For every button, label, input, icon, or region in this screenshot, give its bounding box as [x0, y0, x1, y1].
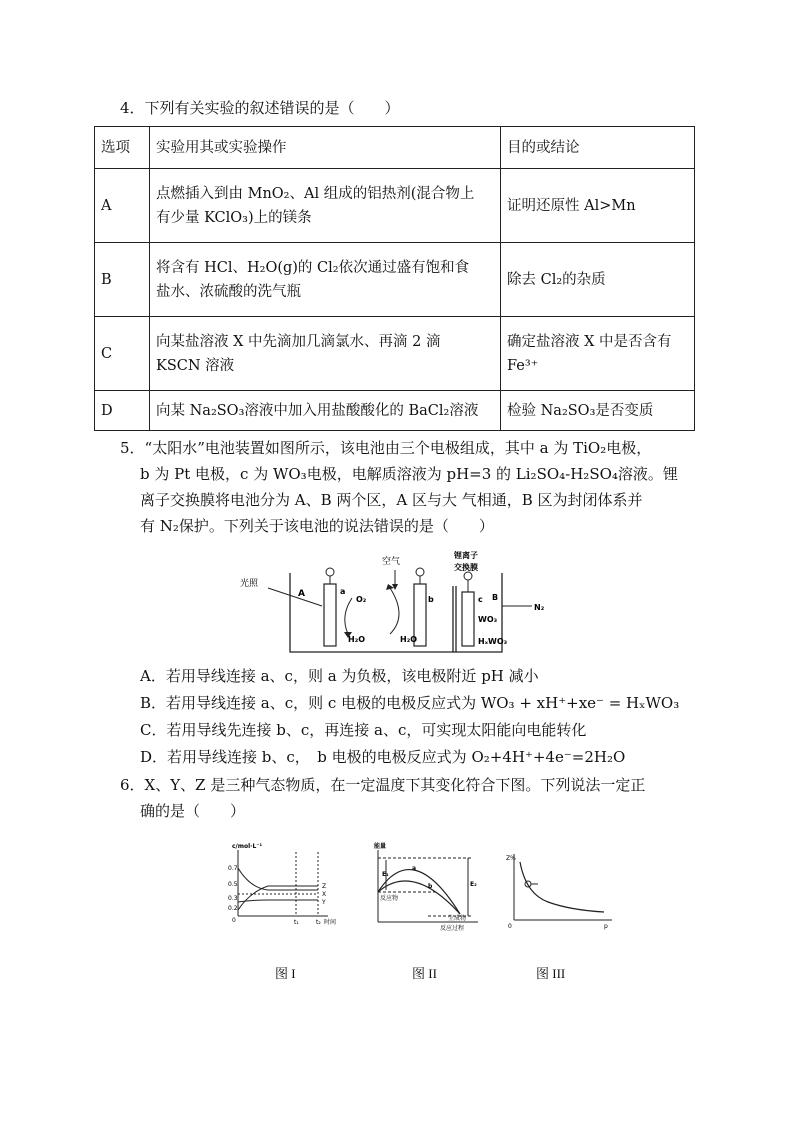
table-row	[95, 317, 695, 391]
fig2-e2: E₂	[470, 881, 477, 888]
label-c: c	[478, 595, 483, 604]
label-A: A	[298, 589, 305, 599]
header-option: 选项	[95, 127, 150, 169]
res-line-1: 检验 Na₂SO₃是否变质	[507, 402, 654, 419]
fig2-e1: E₁	[382, 871, 389, 878]
fig2-product: 生成物	[448, 915, 467, 922]
row-option: A	[95, 169, 150, 243]
table-row	[95, 243, 695, 317]
row-option: D	[95, 391, 150, 431]
table-row	[95, 169, 695, 243]
op-line-2: 盐水、浓硫酸的洗气瓶	[156, 283, 301, 300]
row-conclusion	[501, 169, 695, 243]
fig1-label-x: X	[322, 891, 327, 898]
table-row	[95, 391, 695, 431]
caption-fig-1: 图 I	[275, 966, 296, 981]
fig1-tick: 0.7	[228, 865, 238, 872]
fig2-reactant: 反应物	[380, 895, 399, 902]
op-line-2: KSCN 溶液	[156, 357, 235, 374]
row-operation	[150, 243, 501, 317]
op-line-1: 向某 Na₂SO₃溶液中加入用盐酸酸化的 BaCl₂溶液	[156, 402, 479, 419]
label-B: B	[492, 593, 499, 602]
fig1-tick: 0.3	[228, 895, 238, 902]
label-light: 光照	[240, 579, 259, 589]
op-line-1: 点燃插入到由 MnO₂、Al 组成的铝热剂(混合物上	[156, 185, 475, 202]
row-operation	[150, 169, 501, 243]
q5-line-2: b 为 Pt 电极，c 为 WO₃电极，电解质溶液为 pH=3 的 Li₂SO₄-H₂SO₄溶液。锂	[140, 465, 678, 483]
res-line-1: 确定盐溶液 X 中是否含有	[507, 333, 672, 350]
q4-stem: 4．下列有关实验的叙述错误的是（ ）	[120, 99, 400, 117]
header-operation: 实验用其或实验操作	[150, 127, 501, 169]
label-air: 空气	[382, 557, 401, 567]
q4-table	[94, 126, 695, 431]
row-operation	[150, 317, 501, 391]
q5-line-1: 5．“太阳水”电池装置如图所示，该电池由三个电极组成，其中 a 为 TiO₂电极，	[120, 439, 652, 457]
fig1-tick: 0.5	[228, 881, 238, 888]
row-conclusion	[501, 391, 695, 431]
op-line-1: 向某盐溶液 X 中先滴加几滴氯水、再滴 2 滴	[156, 333, 441, 350]
res-line-2: Fe³⁺	[507, 357, 539, 374]
q5-option-b: B．若用导线连接 a、c，则 c 电极的电极反应式为 WO₃ + xH⁺+xe⁻ = HₓWO₃	[140, 694, 680, 712]
fig1-ylabel: c/mol·L⁻¹	[232, 843, 263, 850]
fig1-label-z: Z	[322, 883, 327, 890]
fig1-tick: 0	[232, 917, 236, 924]
fig1-t2: t₂	[316, 919, 321, 926]
fig1-label-y: Y	[322, 899, 326, 906]
q5-option-a: A．若用导线连接 a、c，则 a 为负极，该电极附近 pH 减小	[140, 667, 539, 685]
caption-fig-2: 图 II	[412, 966, 437, 981]
label-O2: O₂	[356, 595, 367, 604]
table-header-row	[95, 127, 695, 169]
q5-line-3: 离子交换膜将电池分为 A、B 两个区，A 区与大 气相通，B 区为封闭体系并	[140, 491, 643, 509]
row-conclusion	[501, 243, 695, 317]
label-n2: N₂	[534, 603, 545, 612]
fig2-a: a	[412, 865, 417, 872]
figure-1	[228, 840, 348, 932]
label-h2o-1: H₂O	[348, 635, 365, 644]
label-membrane-2: 交换膜	[454, 563, 478, 572]
q5-option-c: C．若用导线先连接 b、c，再连接 a、c，可实现太阳能向电能转化	[140, 721, 587, 739]
label-hxwo3: HₓWO₃	[478, 637, 508, 646]
label-h2o-2: H₂O	[400, 635, 417, 644]
header-conclusion: 目的或结论	[501, 127, 695, 169]
q6-line-2: 确的是（ ）	[140, 802, 246, 820]
op-line-1: 将含有 HCl、H₂O(g)的 Cl₂依次通过盛有饱和食	[156, 259, 470, 276]
figure-3	[500, 846, 620, 932]
row-option: B	[95, 243, 150, 317]
fig2-xlabel: 反应过程	[440, 925, 465, 932]
fig1-t1: t₁	[294, 919, 299, 926]
res-line-1: 除去 Cl₂的杂质	[507, 271, 606, 288]
op-line-2: 有少量 KClO₃)上的镁条	[156, 209, 312, 226]
row-option: C	[95, 317, 150, 391]
label-b: b	[428, 595, 434, 604]
fig2-ylabel: 能量	[374, 843, 387, 850]
fig1-tick: 0.2	[228, 905, 238, 912]
q5-option-d: D．若用导线连接 b、c， b 电极的电极反应式为 O₂+4H⁺+4e⁻=2H₂O	[140, 748, 626, 766]
fig1-xlabel: 时间	[324, 919, 337, 926]
res-line-1: 证明还原性 Al>Mn	[507, 197, 636, 214]
label-membrane-1: 锂离子	[454, 551, 478, 560]
row-conclusion	[501, 317, 695, 391]
caption-fig-3: 图 III	[536, 966, 566, 981]
figure-2	[368, 840, 488, 932]
q6-line-1: 6．X、Y、Z 是三种气态物质，在一定温度下其变化符合下图。下列说法一定正	[120, 776, 646, 794]
label-wo3: WO₃	[478, 615, 498, 624]
q5-line-4: 有 N₂保护。下列关于该电池的说法错误的是（ ）	[140, 517, 494, 535]
row-operation	[150, 391, 501, 431]
battery-diagram	[240, 548, 560, 658]
label-a: a	[340, 587, 346, 596]
fig3-ylabel: Z%	[506, 855, 516, 862]
fig3-origin: 0	[508, 923, 512, 930]
fig3-xlabel: p	[604, 923, 608, 930]
fig2-b: b	[428, 883, 433, 890]
